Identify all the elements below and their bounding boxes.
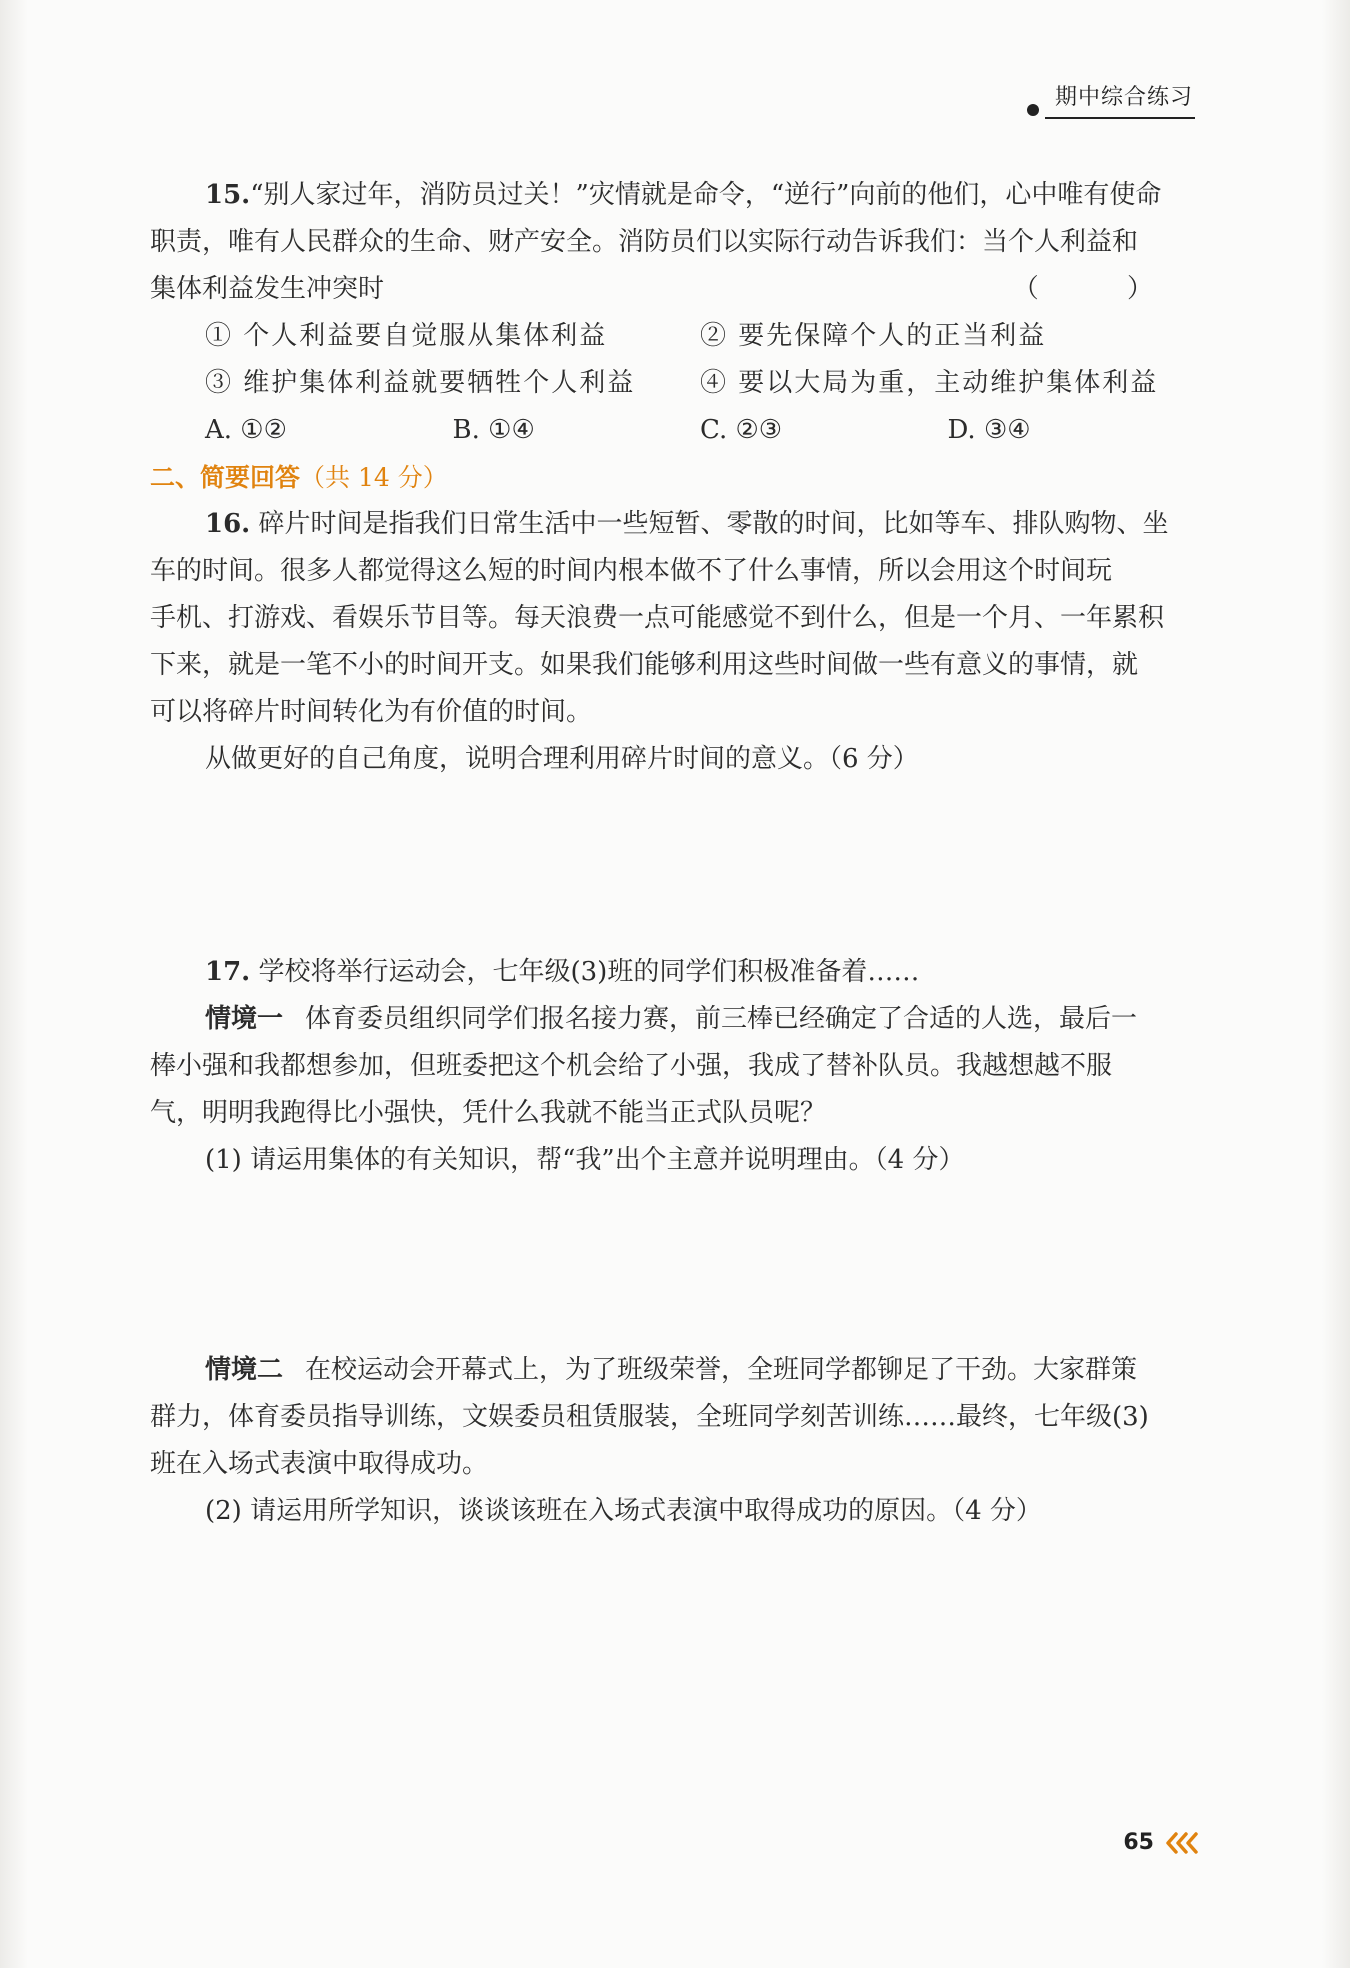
answer-blank: （ ） (1012, 274, 1193, 304)
q16-line2: 车的时间。很多人都觉得这么短的时间内根本做不了什么事情，所以会用这个时间玩 (150, 556, 1113, 586)
q17-scenario2-line1: 情境二 在校运动会开幕式上，为了班级荣誉，全班同学都铆足了干劲。大家群策 (205, 1355, 1138, 1385)
page-edge-shadow-left (0, 0, 28, 1968)
page-content (150, 172, 1195, 1535)
question-16 (150, 501, 1195, 783)
q15-stem-line2: 职责，唯有人民群众的生命、财产安全。消防员们以实际行动告诉我们：当个人利益和 (150, 227, 1139, 257)
q17-scenario2-line2: 群力，体育委员指导训练，文娱委员租赁服装，全班同学刻苦训练……最终，七年级(3) (150, 1402, 1149, 1432)
scenario1-label: 情境一 (205, 1004, 284, 1034)
running-header (1027, 80, 1195, 119)
answer-space-q16 (150, 783, 1195, 949)
q15-option-3: ③ 维护集体利益就要牺牲个人利益 (205, 368, 636, 398)
q15-choice-d: D. ③④ (947, 415, 1031, 445)
q16-number: 16. (205, 509, 251, 539)
q17-scenario1-line3: 气，明明我跑得比小强快，凭什么我就不能当正式队员呢？ (150, 1098, 827, 1128)
q15-option-4: ④ 要以大局为重，主动维护集体利益 (700, 368, 1159, 398)
q15-choice-a: A. ①② (205, 415, 287, 445)
q16-line4: 下来，就是一笔不小的时间开支。如果我们能够利用这些时间做一些有意义的事情，就 (150, 650, 1139, 680)
q17-scenario1-line1: 情境一 体育委员组织同学们报名接力赛，前三棒已经确定了合适的人选，最后一 (205, 1004, 1138, 1034)
q17-question2: (2) 请运用所学知识，谈谈该班在入场式表演中取得成功的原因。（4 分） (205, 1496, 1042, 1526)
bullet-dot-icon (1027, 104, 1039, 116)
q17-intro: 17. 学校将举行运动会，七年级(3)班的同学们积极准备着…… (205, 957, 920, 987)
q15-choice-c: C. ②③ (700, 415, 783, 445)
q15-choice-b: B. ①④ (452, 415, 535, 445)
answer-space-q17-1 (150, 1184, 1195, 1347)
q17-question1: (1) 请运用集体的有关知识，帮“我”出个主意并说明理由。（4 分） (205, 1145, 965, 1175)
scenario2-label: 情境二 (205, 1355, 284, 1385)
q15-option-1: ① 个人利益要自觉服从集体利益 (205, 321, 608, 351)
page-footer (1123, 1830, 1200, 1855)
q15-stem-line1: 15.“别人家过年，消防员过关！”灾情就是命令，“逆行”向前的他们，心中唯有使命 (205, 180, 1162, 210)
q17-number: 17. (205, 957, 251, 987)
q16-line3: 手机、打游戏、看娱乐节目等。每天浪费一点可能感觉不到什么，但是一个月、一年累积 (150, 603, 1165, 633)
q15-choices (150, 407, 1195, 454)
question-17 (150, 949, 1195, 1535)
q17-scenario1-line2: 棒小强和我都想参加，但班委把这个机会给了小强，我成了替补队员。我越想越不服 (150, 1051, 1113, 1081)
q17-scenario2-line3: 班在入场式表演中取得成功。 (150, 1449, 489, 1479)
page-edge-shadow-right (1322, 0, 1350, 1968)
q15-stem-line3: 集体利益发生冲突时 (150, 274, 385, 304)
page-number: 65 (1123, 1830, 1154, 1855)
q16-line1: 16. 碎片时间是指我们日常生活中一些短暂、零散的时间，比如等车、排队购物、坐 (205, 509, 1169, 539)
section-points: （共 14 分） (300, 463, 448, 492)
header-title: 期中综合练习 (1045, 80, 1195, 119)
triple-chevron-left-icon (1164, 1832, 1200, 1854)
q16-line5: 可以将碎片时间转化为有价值的时间。 (150, 697, 593, 727)
q16-question: 从做更好的自己角度，说明合理利用碎片时间的意义。（6 分） (205, 744, 919, 774)
q15-option-2: ② 要先保障个人的正当利益 (700, 321, 1047, 351)
q15-options-row1 (150, 313, 1195, 360)
question-15 (150, 172, 1195, 454)
q15-stem-line3-row (150, 266, 1195, 313)
q15-number: 15. (205, 180, 251, 210)
section-title: 二、简要回答（共 14 分） (150, 463, 448, 492)
q15-options-row2 (150, 360, 1195, 407)
